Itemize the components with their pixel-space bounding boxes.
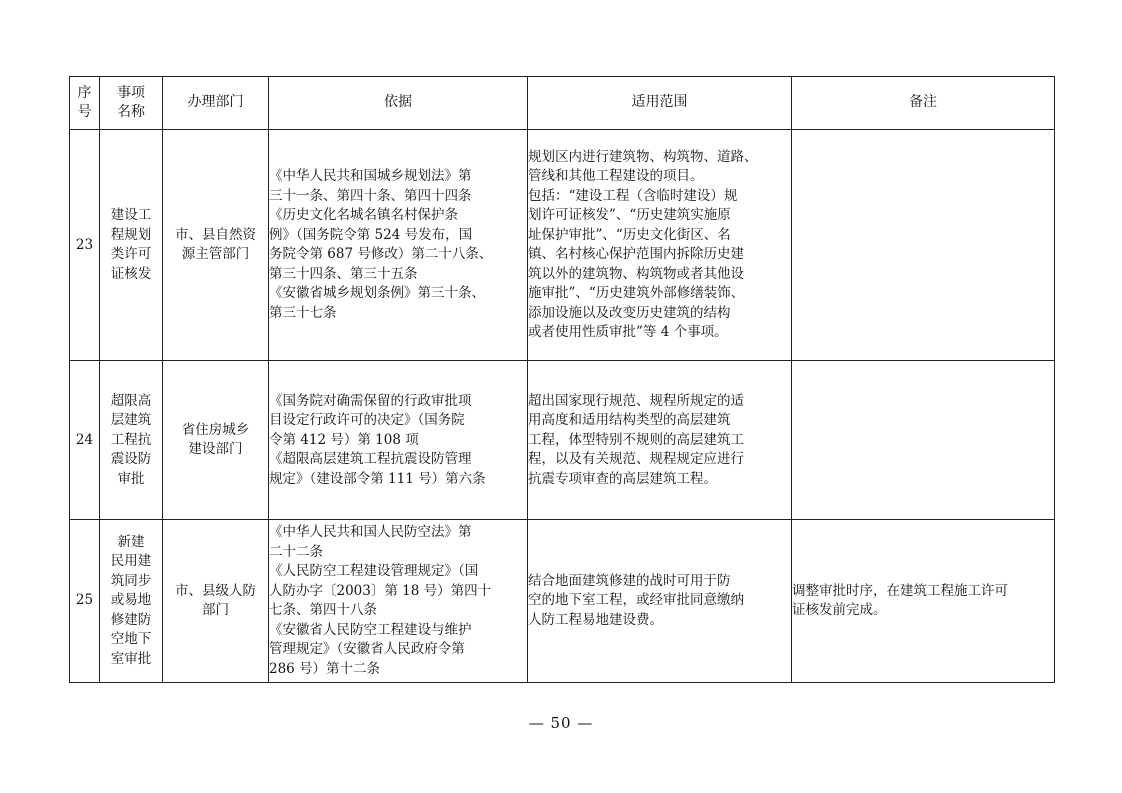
row-seq: 25 — [70, 520, 100, 683]
table-row — [70, 130, 1055, 361]
row-item-name: 超限高 层建筑 工程抗 震设防 审批 — [100, 361, 163, 520]
row-department: 市、县级人防 部门 — [163, 520, 269, 683]
row-note: 调整审批时序，在建筑工程施工许可 证核发前完成。 — [792, 520, 1055, 683]
row-note — [792, 130, 1055, 361]
row-note — [792, 361, 1055, 520]
row-department: 省住房城乡 建设部门 — [163, 361, 269, 520]
row-scope: 规划区内进行建筑物、构筑物、道路、 管线和其他工程建设的项目。 包括：“建设工程（含临时建设）规 划许可证核发”、“历史建筑实施原 址保护审批”、“历史文化街区、名 镇、名村核心保护范围内拆除历史建 筑以外的建筑物、构筑物或者其他设 施审批”、“历史建筑外部修缮装饰、 添加设施以及改变历史建筑的结构 或者使用性质审批”等 4 个事项。 — [528, 130, 792, 361]
table-row — [70, 361, 1055, 520]
header-department: 办理部门 — [163, 77, 269, 130]
row-basis: 《中华人民共和国人民防空法》第 二十二条 《人民防空工程建设管理规定》（国 人防办字〔2003〕第 18 号）第四十 七条、第四十八条 《安徽省人民防空工程建设与维护 管理规定》（安徽省人民政府令第 286 号）第十二条 — [269, 520, 528, 683]
page-number: — 50 — — [528, 714, 594, 732]
row-seq: 24 — [70, 361, 100, 520]
row-seq: 23 — [70, 130, 100, 361]
row-scope: 超出国家现行规范、规程所规定的适 用高度和适用结构类型的高层建筑 工程，体型特别不规则的高层建筑工 程，以及有关规范、规程规定应进行 抗震专项审查的高层建筑工程。 — [528, 361, 792, 520]
header-scope: 适用范围 — [528, 77, 792, 130]
header-note: 备注 — [792, 77, 1055, 130]
table-header-row — [70, 77, 1055, 130]
row-basis: 《中华人民共和国城乡规划法》第 三十一条、第四十条、第四十四条 《历史文化名城名镇名村保护条 例》（国务院令第 524 号发布，国 务院令第 687 号修改）第二十八条、 第三十四条、第三十五条 《安徽省城乡规划条例》第三十条、 第三十七条 — [269, 130, 528, 361]
header-item-name: 事项 名称 — [100, 77, 163, 130]
header-seq: 序 号 — [70, 77, 100, 130]
row-scope: 结合地面建筑修建的战时可用于防 空的地下室工程，或经审批同意缴纳 人防工程易地建设费。 — [528, 520, 792, 683]
row-basis: 《国务院对确需保留的行政审批项 目设定行政许可的决定》（国务院 令第 412 号）第 108 项 《超限高层建筑工程抗震设防管理 规定》（建设部令第 111 号）第六条 — [269, 361, 528, 520]
header-basis: 依据 — [269, 77, 528, 130]
row-item-name: 建设工 程规划 类许可 证核发 — [100, 130, 163, 361]
row-department: 市、县自然资 源主管部门 — [163, 130, 269, 361]
table-row — [70, 520, 1055, 683]
row-item-name: 新建 民用建 筑同步 或易地 修建防 空地下 室审批 — [100, 520, 163, 683]
approval-items-table — [69, 76, 1055, 683]
